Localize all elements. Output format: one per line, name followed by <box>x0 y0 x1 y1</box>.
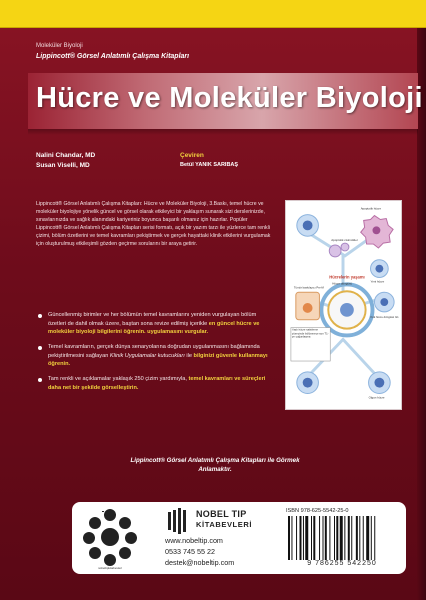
isbn-label: ISBN 978-625-5542-25-0 <box>286 508 349 514</box>
title-band <box>28 73 423 129</box>
label-box-text: Yaşlı hücre sabitleme yüzeyinde bölünmeye son T1-ye yoğunlaşma <box>291 328 329 339</box>
website-link[interactable]: www.nobeltip.com <box>165 536 223 545</box>
publisher-name-line2: KİTABEVLERİ <box>196 520 253 529</box>
twitter-icon <box>89 517 101 529</box>
feature-list <box>38 311 270 398</box>
label-left: Tümör baskılayıcı Pre-M <box>293 286 324 290</box>
publisher-name: NOBEL TIP <box>196 509 247 519</box>
label-mature-cell: Olgun hücre <box>368 395 385 400</box>
publisher-logo-icon <box>166 508 190 534</box>
email-link[interactable]: destek@nobeltip.com <box>165 558 235 567</box>
publisher-footer <box>72 502 406 574</box>
book-title: Hücre ve Moleküler Biyoloji <box>36 82 423 114</box>
center-mark <box>101 528 119 546</box>
translator-label: Çeviren <box>180 152 204 159</box>
feature-item-2: Temel kavramların, gerçek dünya senaryolarına doğrudan uygulanmasını bağlamında pekiştirilmesini sağlayan Klinik Uygulamalar kutucukları ile bilginizi güvenle kullanmayı öğrenin. <box>38 343 270 369</box>
intro-paragraph: Lippincott® Görsel Anlatımlı Çalışma Kitapları: Hücre ve Moleküler Biyoloji, 3.Baskı, temel hücre ve moleküler biyolojiye yönelik güncel ve görsel olarak etkileyici bir yaklaşım sunarak sizi derslerinizde, sınavlarınızda ve sağlık alanındaki kariyeriniz boyunca başarılı olmanız için hazırlar. Popüler Lippincott® Görsel Anlatımlı Çalışma Kitapları serisi formatı, açık bir yazım tarzı ile yüzlerce tam renkli çizimi, bölüm özetlerini ve temel kavramları pekiştirmek ve gerçek hayattaki klinik etkilerini vurgulamak için oluşturulmuş etkileşimli gözden geçirme sorularını bir araya getirir. <box>36 201 271 247</box>
series-subtitle: Moleküler Biyoloji <box>36 43 83 49</box>
facebook-icon <box>104 509 116 521</box>
telegram-icon <box>119 547 131 559</box>
label-right: Kök hücre döngüsü G1 <box>370 315 399 319</box>
feature-item-3: Tam renkli ve açıklamalar yaklaşık 250 çizim yardımıyla, temel kavramları ve süreçleri daha net bir şekilde görselleştirin. <box>38 375 270 392</box>
series-name: Lippincott® Görsel Anlatımlı Çalışma Kitapları <box>36 53 190 60</box>
author-2: Susan Viselli, MD <box>36 162 90 169</box>
whatsapp-icon <box>89 547 101 559</box>
label-cell-life: Hücrelerin yaşamı <box>329 274 365 280</box>
feature-item-1: Güncellenmiş birimler ve her bölümün temel kavramlarını yeniden vurgulayan bölüm özetleri de dahil olmak üzere, baştan sona revize edilmiş içerikle en güncel hücre ve moleküler biyoloji bilgilerini öğrenin. uygulamasını vurgular. <box>38 311 270 337</box>
globe-icon <box>104 554 116 566</box>
cell-cycle-illustration <box>285 200 402 410</box>
label-apoptotic-bodies: Apoptotik cisimcikler <box>331 238 358 243</box>
author-1: Nalini Chandar, MD <box>36 152 96 159</box>
label-apoptotic-cell: Apoptotik hücre <box>360 206 382 211</box>
tagline: Lippincott® Görsel Anlatımlı Çalışma Kitapları ile Görmek Anlamaktır. <box>130 457 300 474</box>
label-cell-cycle: Hücre döngüsü <box>332 281 353 286</box>
barcode <box>286 516 398 560</box>
translator-name: Betül YANIK SARIBAŞ <box>180 162 239 168</box>
phone-number: 0533 745 55 22 <box>165 547 215 556</box>
instagram-icon <box>119 517 131 529</box>
linkedin-icon <box>125 532 137 544</box>
label-new-cell: Yeni hücre <box>370 279 385 284</box>
social-media-icons <box>80 506 140 568</box>
top-yellow-strip <box>0 0 426 28</box>
barcode-digits: 9 786255 542250 <box>307 560 377 567</box>
social-handle: nobeltipkitabevleri <box>97 566 122 570</box>
youtube-icon <box>83 532 95 544</box>
